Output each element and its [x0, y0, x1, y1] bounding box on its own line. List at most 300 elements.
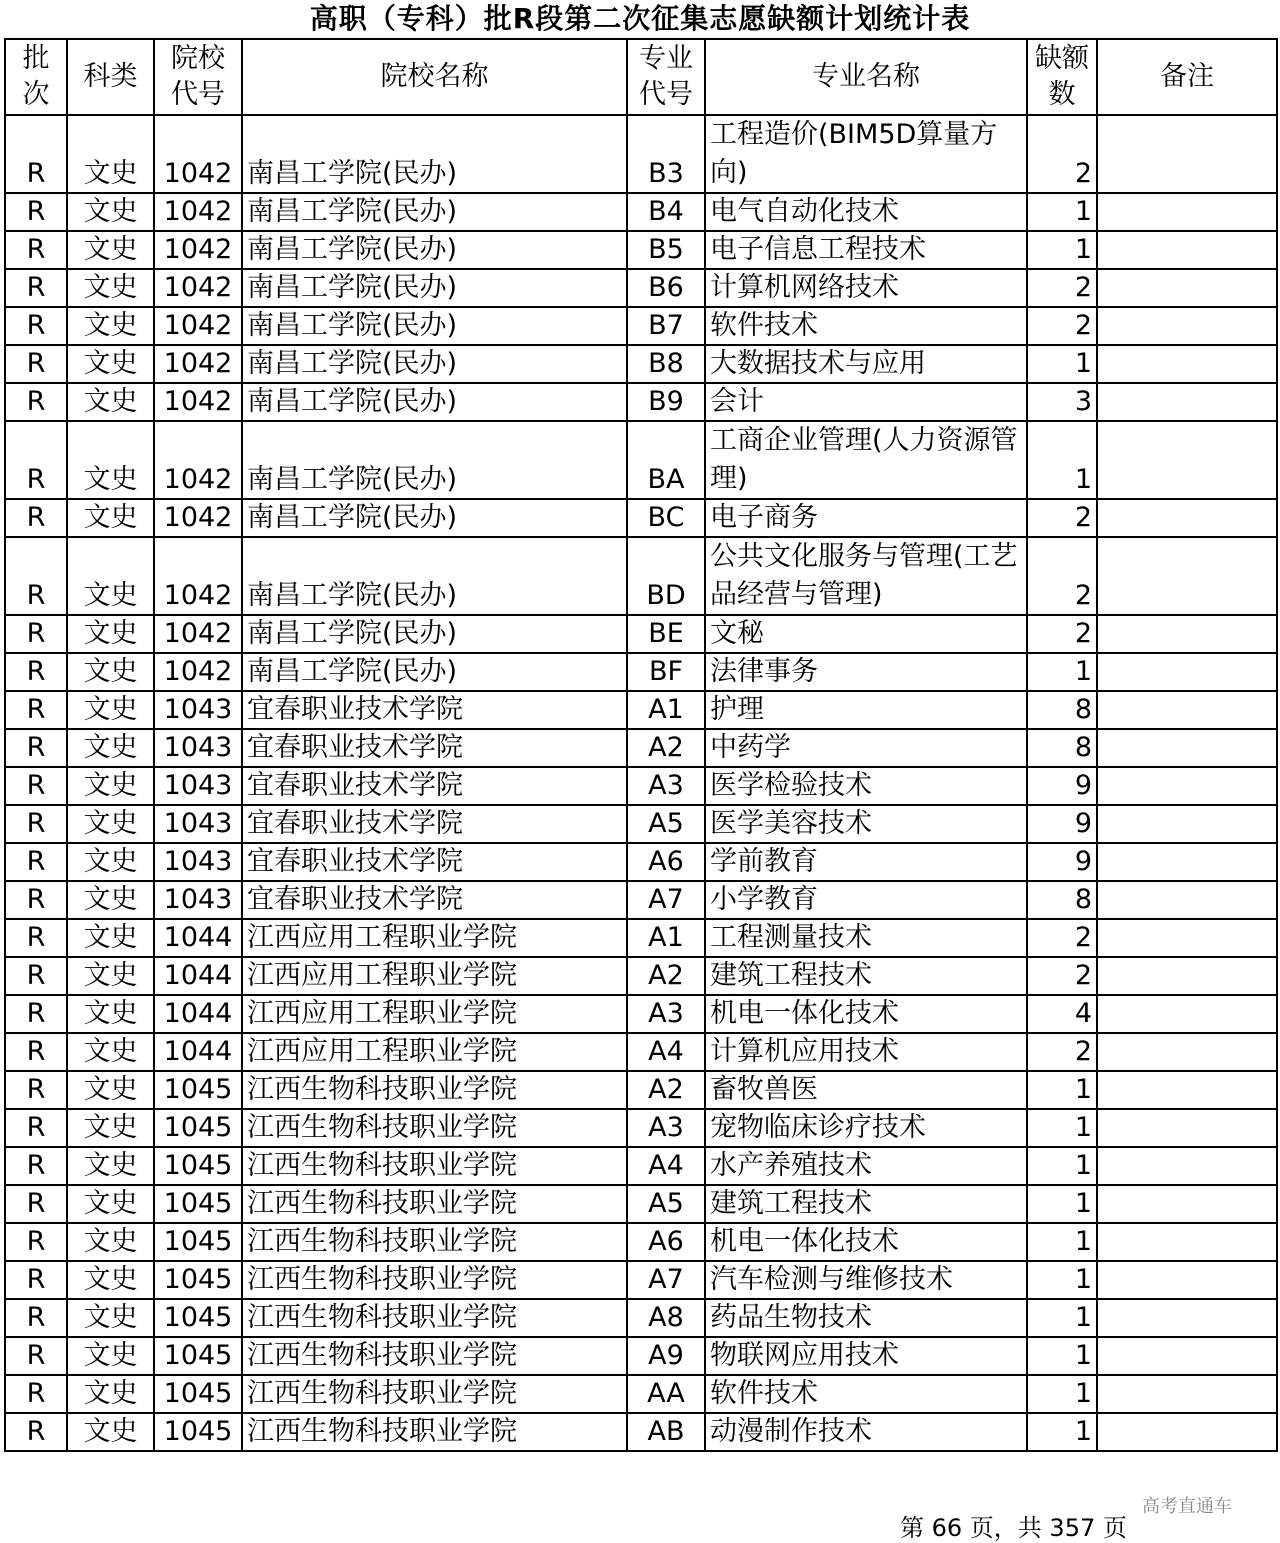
cell-vacancies: 1 [1027, 193, 1097, 231]
cell-major-name: 建筑工程技术 [705, 1185, 1027, 1223]
cell-school-name: 江西生物科技职业学院 [242, 1261, 627, 1299]
cell-category: 文史 [67, 843, 154, 881]
cell-batch: R [5, 919, 67, 957]
cell-school-code: 1045 [154, 1185, 242, 1223]
cell-major-name: 宠物临床诊疗技术 [705, 1109, 1027, 1147]
cell-vacancies: 3 [1027, 383, 1097, 421]
cell-vacancies: 1 [1027, 653, 1097, 691]
cell-school-code: 1043 [154, 729, 242, 767]
cell-major-code: BD [627, 537, 705, 615]
cell-category: 文史 [67, 805, 154, 843]
cell-major-code: BE [627, 615, 705, 653]
cell-category: 文史 [67, 653, 154, 691]
cell-major-name: 公共文化服务与管理(工艺品经营与管理) [705, 537, 1027, 615]
cell-category: 文史 [67, 1223, 154, 1261]
cell-remarks [1097, 691, 1277, 729]
cell-remarks [1097, 231, 1277, 269]
cell-vacancies: 1 [1027, 421, 1097, 499]
cell-major-name: 机电一体化技术 [705, 995, 1027, 1033]
cell-remarks [1097, 193, 1277, 231]
cell-school-name: 南昌工学院(民办) [242, 421, 627, 499]
table-row [5, 269, 1277, 307]
watermark: 高考直通车 [1142, 1496, 1232, 1517]
cell-school-code: 1042 [154, 499, 242, 537]
cell-batch: R [5, 729, 67, 767]
cell-major-code: B5 [627, 231, 705, 269]
cell-remarks [1097, 345, 1277, 383]
cell-remarks [1097, 383, 1277, 421]
cell-category: 文史 [67, 499, 154, 537]
cell-school-name: 南昌工学院(民办) [242, 269, 627, 307]
cell-major-code: BA [627, 421, 705, 499]
cell-school-name: 江西生物科技职业学院 [242, 1185, 627, 1223]
cell-school-name: 宜春职业技术学院 [242, 729, 627, 767]
cell-major-code: A2 [627, 957, 705, 995]
cell-major-name: 文秘 [705, 615, 1027, 653]
cell-category: 文史 [67, 1033, 154, 1071]
page-number: 第 66 页，共 357 页 [900, 1514, 1127, 1542]
cell-vacancies: 9 [1027, 767, 1097, 805]
cell-vacancies: 8 [1027, 729, 1097, 767]
cell-major-code: A2 [627, 729, 705, 767]
cell-school-name: 江西应用工程职业学院 [242, 1033, 627, 1071]
table-row [5, 421, 1277, 499]
vacancy-table [4, 38, 1278, 1452]
cell-vacancies: 2 [1027, 499, 1097, 537]
cell-major-code: A7 [627, 1261, 705, 1299]
header-remarks: 备注 [1097, 39, 1277, 115]
cell-major-name: 软件技术 [705, 1375, 1027, 1413]
cell-vacancies: 4 [1027, 995, 1097, 1033]
header-major-name: 专业名称 [705, 39, 1027, 115]
cell-vacancies: 1 [1027, 1375, 1097, 1413]
cell-major-code: BF [627, 653, 705, 691]
cell-school-name: 南昌工学院(民办) [242, 383, 627, 421]
cell-school-code: 1042 [154, 653, 242, 691]
cell-school-name: 南昌工学院(民办) [242, 653, 627, 691]
cell-vacancies: 2 [1027, 1033, 1097, 1071]
table-title: 高职（专科）批R段第二次征集志愿缺额计划统计表 [309, 2, 971, 35]
cell-remarks [1097, 1413, 1277, 1451]
cell-batch: R [5, 1185, 67, 1223]
cell-batch: R [5, 843, 67, 881]
cell-remarks [1097, 499, 1277, 537]
cell-batch: R [5, 1223, 67, 1261]
cell-major-name: 电子信息工程技术 [705, 231, 1027, 269]
cell-vacancies: 2 [1027, 307, 1097, 345]
cell-vacancies: 8 [1027, 691, 1097, 729]
cell-school-code: 1045 [154, 1147, 242, 1185]
table-row [5, 615, 1277, 653]
cell-school-name: 江西生物科技职业学院 [242, 1337, 627, 1375]
cell-major-name: 物联网应用技术 [705, 1337, 1027, 1375]
cell-category: 文史 [67, 729, 154, 767]
cell-remarks [1097, 1223, 1277, 1261]
cell-major-name: 医学美容技术 [705, 805, 1027, 843]
cell-batch: R [5, 307, 67, 345]
header-major-code: 专业代号 [627, 39, 705, 115]
cell-major-code: A5 [627, 805, 705, 843]
cell-major-code: B9 [627, 383, 705, 421]
cell-category: 文史 [67, 269, 154, 307]
cell-school-code: 1042 [154, 537, 242, 615]
cell-major-name: 医学检验技术 [705, 767, 1027, 805]
table-body [5, 115, 1277, 1451]
cell-major-code: A3 [627, 767, 705, 805]
cell-major-name: 软件技术 [705, 307, 1027, 345]
cell-remarks [1097, 537, 1277, 615]
cell-major-name: 机电一体化技术 [705, 1223, 1027, 1261]
cell-school-code: 1045 [154, 1375, 242, 1413]
table-row [5, 383, 1277, 421]
table-row [5, 957, 1277, 995]
cell-vacancies: 2 [1027, 269, 1097, 307]
cell-vacancies: 1 [1027, 1223, 1097, 1261]
cell-major-code: BC [627, 499, 705, 537]
cell-school-code: 1045 [154, 1337, 242, 1375]
table-row [5, 499, 1277, 537]
cell-category: 文史 [67, 1147, 154, 1185]
cell-batch: R [5, 537, 67, 615]
cell-school-name: 江西生物科技职业学院 [242, 1223, 627, 1261]
table-row [5, 1033, 1277, 1071]
cell-school-code: 1044 [154, 919, 242, 957]
cell-school-code: 1042 [154, 115, 242, 193]
cell-remarks [1097, 1375, 1277, 1413]
table-row [5, 345, 1277, 383]
cell-vacancies: 1 [1027, 1185, 1097, 1223]
cell-vacancies: 1 [1027, 1109, 1097, 1147]
cell-major-name: 药品生物技术 [705, 1299, 1027, 1337]
cell-school-name: 宜春职业技术学院 [242, 805, 627, 843]
table-row [5, 537, 1277, 615]
cell-batch: R [5, 653, 67, 691]
table-row [5, 653, 1277, 691]
cell-major-code: A1 [627, 919, 705, 957]
cell-school-name: 南昌工学院(民办) [242, 231, 627, 269]
cell-school-name: 江西生物科技职业学院 [242, 1299, 627, 1337]
cell-remarks [1097, 1033, 1277, 1071]
cell-school-code: 1042 [154, 269, 242, 307]
cell-batch: R [5, 767, 67, 805]
cell-category: 文史 [67, 1337, 154, 1375]
cell-remarks [1097, 843, 1277, 881]
cell-school-name: 南昌工学院(民办) [242, 307, 627, 345]
cell-category: 文史 [67, 919, 154, 957]
cell-school-code: 1043 [154, 881, 242, 919]
cell-vacancies: 9 [1027, 843, 1097, 881]
cell-major-name: 工商企业管理(人力资源管理) [705, 421, 1027, 499]
cell-batch: R [5, 383, 67, 421]
table-row [5, 115, 1277, 193]
cell-major-name: 畜牧兽医 [705, 1071, 1027, 1109]
cell-major-code: AB [627, 1413, 705, 1451]
cell-major-code: A8 [627, 1299, 705, 1337]
cell-category: 文史 [67, 383, 154, 421]
cell-batch: R [5, 345, 67, 383]
cell-major-name: 动漫制作技术 [705, 1413, 1027, 1451]
table-row [5, 1299, 1277, 1337]
cell-school-name: 江西生物科技职业学院 [242, 1147, 627, 1185]
cell-remarks [1097, 1261, 1277, 1299]
cell-school-code: 1042 [154, 307, 242, 345]
cell-vacancies: 1 [1027, 345, 1097, 383]
cell-major-code: A3 [627, 995, 705, 1033]
cell-major-name: 汽车检测与维修技术 [705, 1261, 1027, 1299]
cell-school-name: 江西生物科技职业学院 [242, 1375, 627, 1413]
table-row [5, 691, 1277, 729]
cell-major-name: 中药学 [705, 729, 1027, 767]
header-row [5, 39, 1277, 115]
cell-remarks [1097, 919, 1277, 957]
cell-school-code: 1043 [154, 843, 242, 881]
cell-batch: R [5, 1033, 67, 1071]
cell-vacancies: 1 [1027, 1261, 1097, 1299]
cell-batch: R [5, 881, 67, 919]
cell-major-code: A9 [627, 1337, 705, 1375]
cell-remarks [1097, 1185, 1277, 1223]
cell-batch: R [5, 499, 67, 537]
cell-school-name: 江西应用工程职业学院 [242, 957, 627, 995]
table-row [5, 231, 1277, 269]
cell-batch: R [5, 1147, 67, 1185]
cell-major-code: B6 [627, 269, 705, 307]
cell-batch: R [5, 691, 67, 729]
cell-category: 文史 [67, 957, 154, 995]
cell-major-code: A6 [627, 1223, 705, 1261]
cell-batch: R [5, 269, 67, 307]
cell-major-code: B8 [627, 345, 705, 383]
cell-batch: R [5, 957, 67, 995]
cell-batch: R [5, 1413, 67, 1451]
cell-school-name: 南昌工学院(民办) [242, 115, 627, 193]
cell-remarks [1097, 615, 1277, 653]
cell-major-name: 水产养殖技术 [705, 1147, 1027, 1185]
cell-school-code: 1044 [154, 1033, 242, 1071]
cell-batch: R [5, 1375, 67, 1413]
cell-remarks [1097, 1299, 1277, 1337]
cell-remarks [1097, 307, 1277, 345]
cell-category: 文史 [67, 691, 154, 729]
cell-school-code: 1045 [154, 1223, 242, 1261]
cell-school-name: 江西生物科技职业学院 [242, 1413, 627, 1451]
cell-category: 文史 [67, 1261, 154, 1299]
table-row [5, 307, 1277, 345]
cell-remarks [1097, 1071, 1277, 1109]
table-row [5, 1071, 1277, 1109]
cell-batch: R [5, 115, 67, 193]
cell-school-name: 宜春职业技术学院 [242, 691, 627, 729]
cell-school-name: 宜春职业技术学院 [242, 843, 627, 881]
cell-batch: R [5, 1109, 67, 1147]
cell-category: 文史 [67, 421, 154, 499]
cell-batch: R [5, 995, 67, 1033]
cell-vacancies: 1 [1027, 1299, 1097, 1337]
cell-batch: R [5, 1337, 67, 1375]
cell-school-code: 1042 [154, 345, 242, 383]
cell-school-code: 1044 [154, 995, 242, 1033]
cell-batch: R [5, 421, 67, 499]
cell-batch: R [5, 615, 67, 653]
cell-major-code: A4 [627, 1147, 705, 1185]
cell-category: 文史 [67, 767, 154, 805]
cell-major-code: A1 [627, 691, 705, 729]
cell-category: 文史 [67, 1109, 154, 1147]
cell-major-name: 大数据技术与应用 [705, 345, 1027, 383]
cell-vacancies: 1 [1027, 1147, 1097, 1185]
table-row [5, 193, 1277, 231]
cell-remarks [1097, 881, 1277, 919]
cell-vacancies: 2 [1027, 537, 1097, 615]
cell-vacancies: 2 [1027, 919, 1097, 957]
cell-remarks [1097, 805, 1277, 843]
cell-remarks [1097, 1147, 1277, 1185]
cell-batch: R [5, 231, 67, 269]
cell-remarks [1097, 767, 1277, 805]
cell-major-name: 计算机网络技术 [705, 269, 1027, 307]
cell-school-code: 1045 [154, 1299, 242, 1337]
table-row [5, 1413, 1277, 1451]
cell-major-code: A7 [627, 881, 705, 919]
cell-remarks [1097, 1337, 1277, 1375]
cell-school-name: 江西应用工程职业学院 [242, 919, 627, 957]
cell-major-code: A4 [627, 1033, 705, 1071]
cell-category: 文史 [67, 231, 154, 269]
cell-vacancies: 1 [1027, 1413, 1097, 1451]
header-batch: 批次 [5, 39, 67, 115]
cell-major-name: 法律事务 [705, 653, 1027, 691]
table-row [5, 1185, 1277, 1223]
header-vacancies: 缺额数 [1027, 39, 1097, 115]
cell-major-name: 工程造价(BIM5D算量方向) [705, 115, 1027, 193]
cell-category: 文史 [67, 307, 154, 345]
table-row [5, 1147, 1277, 1185]
cell-major-code: AA [627, 1375, 705, 1413]
cell-school-name: 江西生物科技职业学院 [242, 1071, 627, 1109]
cell-major-name: 工程测量技术 [705, 919, 1027, 957]
cell-batch: R [5, 1071, 67, 1109]
cell-school-code: 1042 [154, 193, 242, 231]
cell-school-code: 1043 [154, 767, 242, 805]
cell-school-name: 南昌工学院(民办) [242, 193, 627, 231]
cell-vacancies: 9 [1027, 805, 1097, 843]
cell-category: 文史 [67, 1299, 154, 1337]
table-row [5, 995, 1277, 1033]
cell-batch: R [5, 1299, 67, 1337]
table-row [5, 729, 1277, 767]
header-school-name: 院校名称 [242, 39, 627, 115]
table-row [5, 767, 1277, 805]
cell-remarks [1097, 421, 1277, 499]
cell-category: 文史 [67, 881, 154, 919]
cell-major-code: A3 [627, 1109, 705, 1147]
cell-school-name: 南昌工学院(民办) [242, 537, 627, 615]
cell-school-code: 1044 [154, 957, 242, 995]
cell-school-code: 1042 [154, 615, 242, 653]
cell-batch: R [5, 805, 67, 843]
table-row [5, 881, 1277, 919]
cell-school-name: 宜春职业技术学院 [242, 767, 627, 805]
cell-school-name: 江西生物科技职业学院 [242, 1109, 627, 1147]
cell-vacancies: 8 [1027, 881, 1097, 919]
cell-vacancies: 2 [1027, 957, 1097, 995]
table-row [5, 1223, 1277, 1261]
cell-school-code: 1045 [154, 1413, 242, 1451]
table-row [5, 1375, 1277, 1413]
cell-major-name: 护理 [705, 691, 1027, 729]
cell-category: 文史 [67, 193, 154, 231]
cell-school-code: 1045 [154, 1109, 242, 1147]
cell-batch: R [5, 193, 67, 231]
cell-remarks [1097, 729, 1277, 767]
cell-category: 文史 [67, 1375, 154, 1413]
cell-major-name: 电气自动化技术 [705, 193, 1027, 231]
cell-vacancies: 1 [1027, 1071, 1097, 1109]
cell-major-name: 会计 [705, 383, 1027, 421]
cell-major-code: B4 [627, 193, 705, 231]
cell-school-name: 南昌工学院(民办) [242, 615, 627, 653]
cell-school-name: 南昌工学院(民办) [242, 499, 627, 537]
cell-category: 文史 [67, 537, 154, 615]
cell-school-code: 1043 [154, 805, 242, 843]
cell-major-code: A6 [627, 843, 705, 881]
table-row [5, 805, 1277, 843]
header-category: 科类 [67, 39, 154, 115]
cell-vacancies: 2 [1027, 115, 1097, 193]
table-row [5, 843, 1277, 881]
cell-school-name: 江西应用工程职业学院 [242, 995, 627, 1033]
header-school-code: 院校代号 [154, 39, 242, 115]
cell-school-code: 1042 [154, 231, 242, 269]
table-row [5, 1337, 1277, 1375]
cell-school-name: 宜春职业技术学院 [242, 881, 627, 919]
cell-major-name: 小学教育 [705, 881, 1027, 919]
cell-category: 文史 [67, 1071, 154, 1109]
cell-category: 文史 [67, 1413, 154, 1451]
cell-school-code: 1045 [154, 1071, 242, 1109]
cell-vacancies: 1 [1027, 231, 1097, 269]
cell-remarks [1097, 1109, 1277, 1147]
cell-batch: R [5, 1261, 67, 1299]
cell-category: 文史 [67, 615, 154, 653]
table-row [5, 1109, 1277, 1147]
cell-school-code: 1042 [154, 383, 242, 421]
cell-remarks [1097, 957, 1277, 995]
cell-vacancies: 2 [1027, 615, 1097, 653]
cell-school-code: 1043 [154, 691, 242, 729]
cell-major-code: B3 [627, 115, 705, 193]
cell-category: 文史 [67, 345, 154, 383]
cell-school-code: 1045 [154, 1261, 242, 1299]
cell-major-code: B7 [627, 307, 705, 345]
cell-vacancies: 1 [1027, 1337, 1097, 1375]
table-row [5, 1261, 1277, 1299]
table-row [5, 919, 1277, 957]
cell-category: 文史 [67, 1185, 154, 1223]
cell-major-name: 计算机应用技术 [705, 1033, 1027, 1071]
cell-category: 文史 [67, 995, 154, 1033]
cell-school-name: 南昌工学院(民办) [242, 345, 627, 383]
cell-remarks [1097, 995, 1277, 1033]
cell-remarks [1097, 653, 1277, 691]
cell-major-name: 电子商务 [705, 499, 1027, 537]
cell-major-name: 建筑工程技术 [705, 957, 1027, 995]
cell-major-name: 学前教育 [705, 843, 1027, 881]
cell-major-code: A2 [627, 1071, 705, 1109]
cell-remarks [1097, 115, 1277, 193]
cell-remarks [1097, 269, 1277, 307]
cell-school-code: 1042 [154, 421, 242, 499]
